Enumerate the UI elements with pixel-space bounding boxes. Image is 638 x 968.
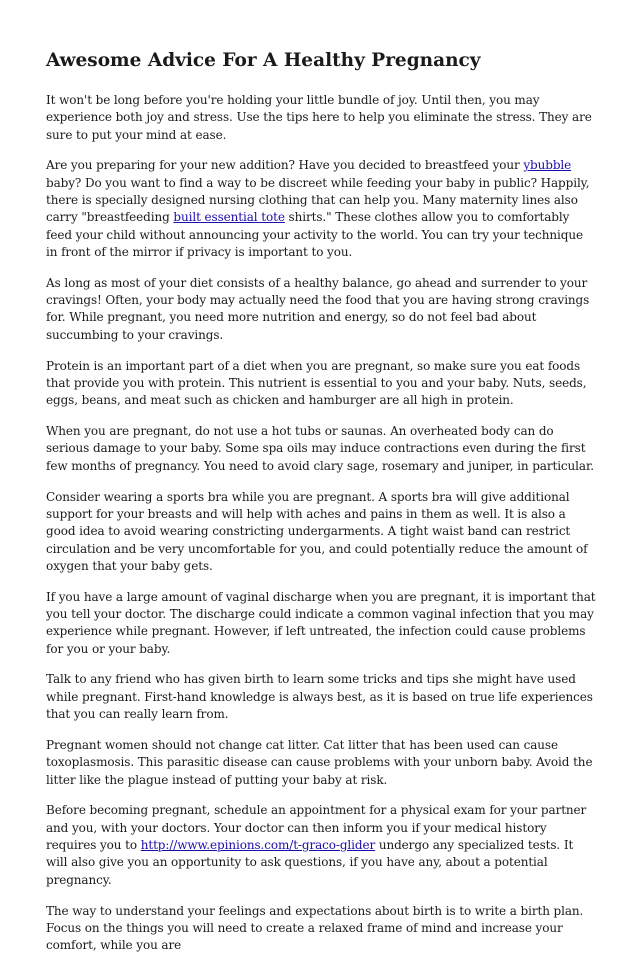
paragraph-text: baby? Do you want to find a way to be discreet while feeding your baby in public? Happily, there is specially designed nursing clothing that can help you. Many maternity lines also carry "breastfeeding (46, 175, 590, 225)
built-essential-tote-link[interactable]: built essential tote (173, 210, 285, 225)
paragraph-text: It won't be long before you're holding your little bundle of joy. Until then, you may experience both joy and stress. Use the tips here to help you eliminate the stress. They are sure to put your mind at ease. (46, 93, 592, 142)
document-page (46, 48, 596, 968)
paragraph-text: The way to understand your feelings and expectations about birth is to write a birth plan. Focus on the things you will need to create a relaxed frame of mind and increase your comfort, while you are (46, 903, 584, 953)
paragraph-cravings (46, 275, 596, 344)
paragraph-text: When you are pregnant, do not use a hot tubs or saunas. An overheated body can do serious damage to your baby. Some spa oils may induce contractions even during the first few months of pregnancy. You need to avoid clary sage, rosemary and juniper, in particular. (46, 424, 595, 473)
paragraph-hot-tubs (46, 423, 596, 475)
paragraph-cat-litter (46, 737, 596, 789)
paragraph-text: If you have a large amount of vaginal discharge when you are pregnant, it is important that you tell your doctor. The discharge could indicate a common vaginal infection that you may experience while pregnant. However, if left untreated, the infection could cause problems for you or your baby. (46, 589, 596, 656)
paragraph-text: As long as most of your diet consists of a healthy balance, go ahead and surrender to your cravings! Often, your body may actually need the food that you are having strong cravings for. While pregnant, you need more nutrition and energy, so do not feel bad about succumbing to your cravings. (46, 275, 590, 342)
paragraph-text: undergo any specialized tests. It will also give you an opportunity to ask questions, if you have any, about a potential pregnancy. (46, 838, 574, 887)
paragraph-intro (46, 92, 596, 144)
ybubble-link[interactable]: ybubble (523, 158, 572, 173)
paragraph-sports-bra (46, 489, 596, 575)
epinions-link[interactable]: http://www.epinions.com/t-graco-glider (140, 838, 376, 853)
paragraph-text: shirts." These clothes allow you to comfortably feed your child without announcing your activity to the world. You can try your technique in front of the mirror if privacy is important to you. (46, 210, 583, 259)
article-title: Awesome Advice For A Healthy Pregnancy (46, 50, 481, 71)
paragraph-friend-tips (46, 671, 596, 723)
paragraph-discharge (46, 589, 596, 658)
paragraph-text: Protein is an important part of a diet when you are pregnant, so make sure you eat foods that provide you with protein. This nutrient is essential to you and your baby. Nuts, seeds, eggs, beans, and meat such as chicken and hamburger are all high in protein. (46, 358, 587, 408)
paragraph-breastfeeding (46, 157, 596, 261)
paragraph-text: Talk to any friend who has given birth to learn some tricks and tips she might have used while pregnant. First-hand knowledge is always best, as it is based on true life experiences that you can really learn from. (46, 672, 593, 722)
paragraph-text: Pregnant women should not change cat litter. Cat litter that has been used can cause toxoplasmosis. This parasitic disease can cause problems with your unborn baby. Avoid the litter like the plague instead of putting your baby at risk. (46, 737, 593, 787)
paragraph-text: Are you preparing for your new addition? Have you decided to breastfeed your (46, 158, 524, 173)
paragraph-protein (46, 358, 596, 410)
paragraph-text: Consider wearing a sports bra while you are pregnant. A sports bra will give additional support for your breasts and will help with aches and pains in them as well. It is also a good idea to avoid wearing constricting undergarments. A tight waist band can restrict circulation and be very uncomfortable for you, and could potentially reduce the amount of oxygen that your baby gets. (46, 489, 588, 573)
paragraph-birth-plan (46, 903, 596, 955)
paragraph-physical-exam (46, 802, 596, 888)
paragraph-text: Before becoming pregnant, schedule an appointment for a physical exam for your partner and you, with your doctors. Your doctor can then inform you if your medical history requires you to (46, 803, 587, 853)
